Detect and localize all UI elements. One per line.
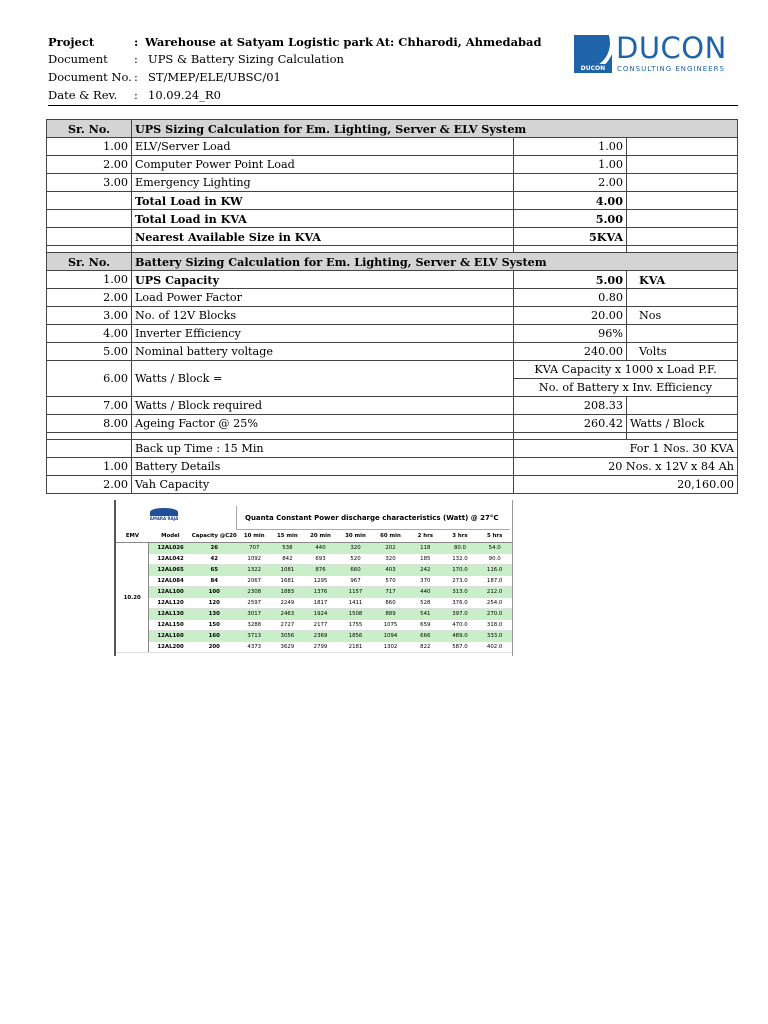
table-row bbox=[47, 174, 738, 192]
row-value: 240.00 bbox=[514, 343, 627, 361]
discharge-row bbox=[116, 620, 512, 631]
discharge-row bbox=[116, 631, 512, 642]
discharge-value-cell: 185 bbox=[408, 554, 443, 565]
discharge-value-cell: 42 bbox=[192, 554, 237, 565]
discharge-model-cell: 12AL120 bbox=[149, 598, 192, 609]
row-desc: No. of 12V Blocks bbox=[132, 307, 514, 325]
discharge-value-cell: 170.0 bbox=[443, 565, 478, 576]
discharge-value-cell: 270.0 bbox=[477, 609, 512, 620]
row-srno: 1.00 bbox=[47, 458, 132, 476]
discharge-value-cell: 130 bbox=[192, 609, 237, 620]
discharge-value-cell: 2799 bbox=[303, 642, 338, 653]
discharge-value-cell: 132.0 bbox=[443, 554, 478, 565]
formula-numerator: KVA Capacity x 1000 x Load P.F. bbox=[514, 361, 738, 379]
formula-denominator: No. of Battery x Inv. Efficiency bbox=[514, 379, 738, 397]
discharge-value-cell: 1094 bbox=[373, 631, 408, 642]
discharge-value-cell: 1081 bbox=[272, 565, 303, 576]
document-value: UPS & Battery Sizing Calculation bbox=[148, 52, 344, 66]
spacer-row bbox=[47, 433, 738, 440]
discharge-value-cell: 842 bbox=[272, 554, 303, 565]
row-unit bbox=[627, 192, 738, 210]
discharge-value-cell: 659 bbox=[408, 620, 443, 631]
row-value: 2.00 bbox=[514, 174, 627, 192]
discharge-value-cell: 1817 bbox=[303, 598, 338, 609]
row-srno: 4.00 bbox=[47, 325, 132, 343]
logo-mark-text: DUCON bbox=[574, 64, 612, 73]
docno-colon: : bbox=[134, 70, 138, 84]
discharge-value-cell: 520 bbox=[338, 554, 373, 565]
row-srno: 8.00 bbox=[47, 415, 132, 433]
discharge-value-cell: 1508 bbox=[338, 609, 373, 620]
discharge-value-cell: 333.0 bbox=[477, 631, 512, 642]
discharge-value-cell: 1376 bbox=[303, 587, 338, 598]
row-srno: 7.00 bbox=[47, 397, 132, 415]
discharge-value-cell: 116.0 bbox=[477, 565, 512, 576]
amara-raja-logo-text: AMARA RAJA bbox=[149, 516, 179, 521]
discharge-value-cell: 693 bbox=[303, 554, 338, 565]
discharge-value-cell: 2369 bbox=[303, 631, 338, 642]
discharge-value-cell: 1302 bbox=[373, 642, 408, 653]
discharge-value-cell: 402.0 bbox=[477, 642, 512, 653]
row-value: 1.00 bbox=[514, 138, 627, 156]
date-label: Date & Rev. bbox=[48, 88, 118, 102]
table-row bbox=[47, 397, 738, 415]
table-row bbox=[47, 289, 738, 307]
discharge-header-cell: EMV bbox=[116, 530, 149, 543]
discharge-header-cell: Model bbox=[149, 530, 192, 543]
discharge-model-cell: 12AL100 bbox=[149, 587, 192, 598]
discharge-table bbox=[116, 530, 512, 653]
discharge-value-cell: 212.0 bbox=[477, 587, 512, 598]
discharge-value-cell: 187.0 bbox=[477, 576, 512, 587]
row-desc: Load Power Factor bbox=[132, 289, 514, 307]
row-desc: Nominal battery voltage bbox=[132, 343, 514, 361]
discharge-value-cell: 2249 bbox=[272, 598, 303, 609]
row-value: 20 Nos. x 12V x 84 Ah bbox=[514, 458, 738, 476]
discharge-value-cell: 3017 bbox=[237, 609, 272, 620]
discharge-value-cell: 2308 bbox=[237, 587, 272, 598]
row-value: 208.33 bbox=[514, 397, 627, 415]
discharge-value-cell: 54.0 bbox=[477, 543, 512, 554]
row-desc: Battery Details bbox=[132, 458, 514, 476]
row-desc: Computer Power Point Load bbox=[132, 156, 514, 174]
row-unit: Nos bbox=[627, 307, 738, 325]
logo-tagline: CONSULTING ENGINEERS bbox=[617, 65, 725, 73]
row-desc: UPS Capacity bbox=[132, 271, 514, 289]
ups-section-title: UPS Sizing Calculation for Em. Lighting, Server & ELV System bbox=[132, 120, 738, 138]
docno-value: ST/MEP/ELE/UBSC/01 bbox=[148, 70, 281, 84]
calculation-table bbox=[46, 119, 738, 494]
row-unit bbox=[627, 397, 738, 415]
row-unit: Volts bbox=[627, 343, 738, 361]
discharge-value-cell: 489.0 bbox=[443, 631, 478, 642]
discharge-table-title: Quanta Constant Power discharge characteristics (Watt) @ 27°C bbox=[236, 506, 510, 530]
table-row bbox=[47, 156, 738, 174]
discharge-value-cell: 470.0 bbox=[443, 620, 478, 631]
discharge-value-cell: 440 bbox=[408, 587, 443, 598]
discharge-header-cell: Capacity @C20 bbox=[192, 530, 237, 543]
discharge-value-cell: 587.0 bbox=[443, 642, 478, 653]
discharge-row bbox=[116, 609, 512, 620]
discharge-value-cell: 860 bbox=[373, 598, 408, 609]
row-srno: 6.00 bbox=[47, 361, 132, 397]
row-unit bbox=[627, 138, 738, 156]
spacer-row bbox=[47, 246, 738, 253]
discharge-value-cell: 90.0 bbox=[477, 554, 512, 565]
discharge-value-cell: 370 bbox=[408, 576, 443, 587]
row-srno: 2.00 bbox=[47, 156, 132, 174]
amara-raja-logo bbox=[146, 508, 182, 528]
discharge-value-cell: 717 bbox=[373, 587, 408, 598]
discharge-row bbox=[116, 565, 512, 576]
discharge-value-cell: 440 bbox=[303, 543, 338, 554]
discharge-value-cell: 120 bbox=[192, 598, 237, 609]
discharge-model-cell: 12AL160 bbox=[149, 631, 192, 642]
discharge-header-cell: 2 hrs bbox=[408, 530, 443, 543]
ups-col-srno: Sr. No. bbox=[47, 120, 132, 138]
logo-mark-icon bbox=[574, 35, 612, 73]
row-unit bbox=[627, 156, 738, 174]
discharge-value-cell: 84 bbox=[192, 576, 237, 587]
table-row bbox=[47, 325, 738, 343]
discharge-value-cell: 320 bbox=[338, 543, 373, 554]
backup-value: For 1 Nos. 30 KVA bbox=[514, 440, 738, 458]
discharge-value-cell: 1092 bbox=[237, 554, 272, 565]
row-value: 5.00 bbox=[514, 271, 627, 289]
discharge-row bbox=[116, 587, 512, 598]
discharge-model-cell: 12AL042 bbox=[149, 554, 192, 565]
logo-name: DUCON bbox=[616, 31, 727, 65]
discharge-value-cell: 3713 bbox=[237, 631, 272, 642]
discharge-value-cell: 254.0 bbox=[477, 598, 512, 609]
discharge-value-cell: 967 bbox=[338, 576, 373, 587]
row-desc: Total Load in KVA bbox=[132, 210, 514, 228]
discharge-value-cell: 528 bbox=[408, 598, 443, 609]
discharge-value-cell: 80.0 bbox=[443, 543, 478, 554]
row-unit bbox=[627, 325, 738, 343]
discharge-value-cell: 242 bbox=[408, 565, 443, 576]
discharge-value-cell: 570 bbox=[373, 576, 408, 587]
discharge-value-cell: 822 bbox=[408, 642, 443, 653]
table-row bbox=[47, 138, 738, 156]
discharge-row bbox=[116, 598, 512, 609]
discharge-value-cell: 1681 bbox=[272, 576, 303, 587]
discharge-value-cell: 320 bbox=[373, 554, 408, 565]
discharge-row bbox=[116, 543, 512, 554]
discharge-value-cell: 313.0 bbox=[443, 587, 478, 598]
discharge-value-cell: 273.0 bbox=[443, 576, 478, 587]
discharge-header-cell: 15 min bbox=[272, 530, 303, 543]
discharge-header-cell: 30 min bbox=[338, 530, 373, 543]
discharge-model-cell: 12AL200 bbox=[149, 642, 192, 653]
discharge-emv-cell: 10.20 bbox=[116, 543, 149, 653]
discharge-value-cell: 2463 bbox=[272, 609, 303, 620]
table-row bbox=[47, 476, 738, 494]
discharge-value-cell: 1883 bbox=[272, 587, 303, 598]
backup-desc: Back up Time : 15 Min bbox=[132, 440, 514, 458]
row-srno bbox=[47, 210, 132, 228]
discharge-value-cell: 200 bbox=[192, 642, 237, 653]
discharge-value-cell: 707 bbox=[237, 543, 272, 554]
row-desc: Inverter Efficiency bbox=[132, 325, 514, 343]
row-srno bbox=[47, 228, 132, 246]
ducon-logo bbox=[574, 31, 739, 75]
docno-label: Document No. bbox=[48, 70, 132, 84]
row-srno: 3.00 bbox=[47, 174, 132, 192]
discharge-value-cell: 160 bbox=[192, 631, 237, 642]
discharge-value-cell: 100 bbox=[192, 587, 237, 598]
table-row bbox=[47, 192, 738, 210]
row-unit bbox=[627, 210, 738, 228]
row-srno: 3.00 bbox=[47, 307, 132, 325]
row-srno: 5.00 bbox=[47, 343, 132, 361]
document-colon: : bbox=[134, 52, 138, 66]
row-desc: Emergency Lighting bbox=[132, 174, 514, 192]
row-unit: Watts / Block bbox=[627, 415, 738, 433]
discharge-header-cell: 20 min bbox=[303, 530, 338, 543]
discharge-value-cell: 876 bbox=[303, 565, 338, 576]
discharge-header-cell: 60 min bbox=[373, 530, 408, 543]
discharge-value-cell: 1924 bbox=[303, 609, 338, 620]
discharge-value-cell: 1075 bbox=[373, 620, 408, 631]
discharge-model-cell: 12AL130 bbox=[149, 609, 192, 620]
row-unit bbox=[627, 174, 738, 192]
discharge-value-cell: 150 bbox=[192, 620, 237, 631]
table-row bbox=[47, 415, 738, 433]
discharge-value-cell: 666 bbox=[408, 631, 443, 642]
date-value: 10.09.24_R0 bbox=[148, 88, 221, 102]
table-row bbox=[47, 307, 738, 325]
document-label: Document bbox=[48, 52, 108, 66]
discharge-value-cell: 397.0 bbox=[443, 609, 478, 620]
discharge-value-cell: 541 bbox=[408, 609, 443, 620]
row-srno bbox=[47, 192, 132, 210]
discharge-value-cell: 2597 bbox=[237, 598, 272, 609]
row-desc: Watts / Block required bbox=[132, 397, 514, 415]
discharge-value-cell: 2177 bbox=[303, 620, 338, 631]
discharge-value-cell: 4373 bbox=[237, 642, 272, 653]
row-unit: KVA bbox=[627, 271, 738, 289]
project-value: Warehouse at Satyam Logistic park bbox=[145, 35, 373, 49]
row-value: 96% bbox=[514, 325, 627, 343]
table-row bbox=[47, 210, 738, 228]
discharge-model-cell: 12AL065 bbox=[149, 565, 192, 576]
discharge-value-cell: 2727 bbox=[272, 620, 303, 631]
row-value: 5.00 bbox=[514, 210, 627, 228]
discharge-value-cell: 3288 bbox=[237, 620, 272, 631]
discharge-header-row bbox=[116, 530, 512, 543]
row-srno: 2.00 bbox=[47, 289, 132, 307]
table-row bbox=[47, 228, 738, 246]
discharge-value-cell: 1856 bbox=[338, 631, 373, 642]
ups-section-header bbox=[47, 120, 738, 138]
discharge-value-cell: 318.0 bbox=[477, 620, 512, 631]
project-colon: : bbox=[134, 35, 139, 49]
discharge-value-cell: 2181 bbox=[338, 642, 373, 653]
row-desc: ELV/Server Load bbox=[132, 138, 514, 156]
discharge-row bbox=[116, 554, 512, 565]
row-unit bbox=[627, 289, 738, 307]
discharge-header-cell: 5 hrs bbox=[477, 530, 512, 543]
row-srno: 1.00 bbox=[47, 271, 132, 289]
row-unit bbox=[627, 228, 738, 246]
discharge-model-cell: 12AL026 bbox=[149, 543, 192, 554]
discharge-characteristics-image bbox=[114, 500, 513, 656]
table-row bbox=[47, 343, 738, 361]
discharge-value-cell: 65 bbox=[192, 565, 237, 576]
row-value: 20.00 bbox=[514, 307, 627, 325]
watts-block-row bbox=[47, 361, 738, 379]
discharge-value-cell: 403 bbox=[373, 565, 408, 576]
project-label: Project bbox=[48, 35, 95, 49]
row-value: 5KVA bbox=[514, 228, 627, 246]
row-value: 4.00 bbox=[514, 192, 627, 210]
discharge-value-cell: 1322 bbox=[237, 565, 272, 576]
discharge-value-cell: 1295 bbox=[303, 576, 338, 587]
discharge-value-cell: 889 bbox=[373, 609, 408, 620]
discharge-value-cell: 26 bbox=[192, 543, 237, 554]
discharge-value-cell: 3056 bbox=[272, 631, 303, 642]
row-desc: Nearest Available Size in KVA bbox=[132, 228, 514, 246]
discharge-value-cell: 660 bbox=[338, 565, 373, 576]
row-srno: 2.00 bbox=[47, 476, 132, 494]
battery-section-title: Battery Sizing Calculation for Em. Lighting, Server & ELV System bbox=[132, 253, 738, 271]
backup-row bbox=[47, 440, 738, 458]
discharge-model-cell: 12AL084 bbox=[149, 576, 192, 587]
discharge-value-cell: 202 bbox=[373, 543, 408, 554]
discharge-row bbox=[116, 576, 512, 587]
row-desc: Ageing Factor @ 25% bbox=[132, 415, 514, 433]
discharge-value-cell: 3629 bbox=[272, 642, 303, 653]
discharge-value-cell: 2067 bbox=[237, 576, 272, 587]
header-divider bbox=[48, 105, 738, 106]
discharge-value-cell: 1157 bbox=[338, 587, 373, 598]
discharge-value-cell: 538 bbox=[272, 543, 303, 554]
discharge-model-cell: 12AL150 bbox=[149, 620, 192, 631]
discharge-row bbox=[116, 642, 512, 653]
battery-col-srno: Sr. No. bbox=[47, 253, 132, 271]
row-value: 1.00 bbox=[514, 156, 627, 174]
date-colon: : bbox=[134, 88, 138, 102]
row-desc: Watts / Block = bbox=[132, 361, 514, 397]
discharge-header-cell: 10 min bbox=[237, 530, 272, 543]
discharge-value-cell: 118 bbox=[408, 543, 443, 554]
project-location: At: Chharodi, Ahmedabad bbox=[376, 35, 542, 49]
row-desc: Vah Capacity bbox=[132, 476, 514, 494]
table-row bbox=[47, 271, 738, 289]
discharge-header-cell: 3 hrs bbox=[443, 530, 478, 543]
row-value: 20,160.00 bbox=[514, 476, 738, 494]
row-value: 0.80 bbox=[514, 289, 627, 307]
row-srno: 1.00 bbox=[47, 138, 132, 156]
row-value: 260.42 bbox=[514, 415, 627, 433]
battery-section-header bbox=[47, 253, 738, 271]
table-row bbox=[47, 458, 738, 476]
discharge-value-cell: 1755 bbox=[338, 620, 373, 631]
discharge-value-cell: 1411 bbox=[338, 598, 373, 609]
discharge-value-cell: 376.0 bbox=[443, 598, 478, 609]
row-desc: Total Load in KW bbox=[132, 192, 514, 210]
